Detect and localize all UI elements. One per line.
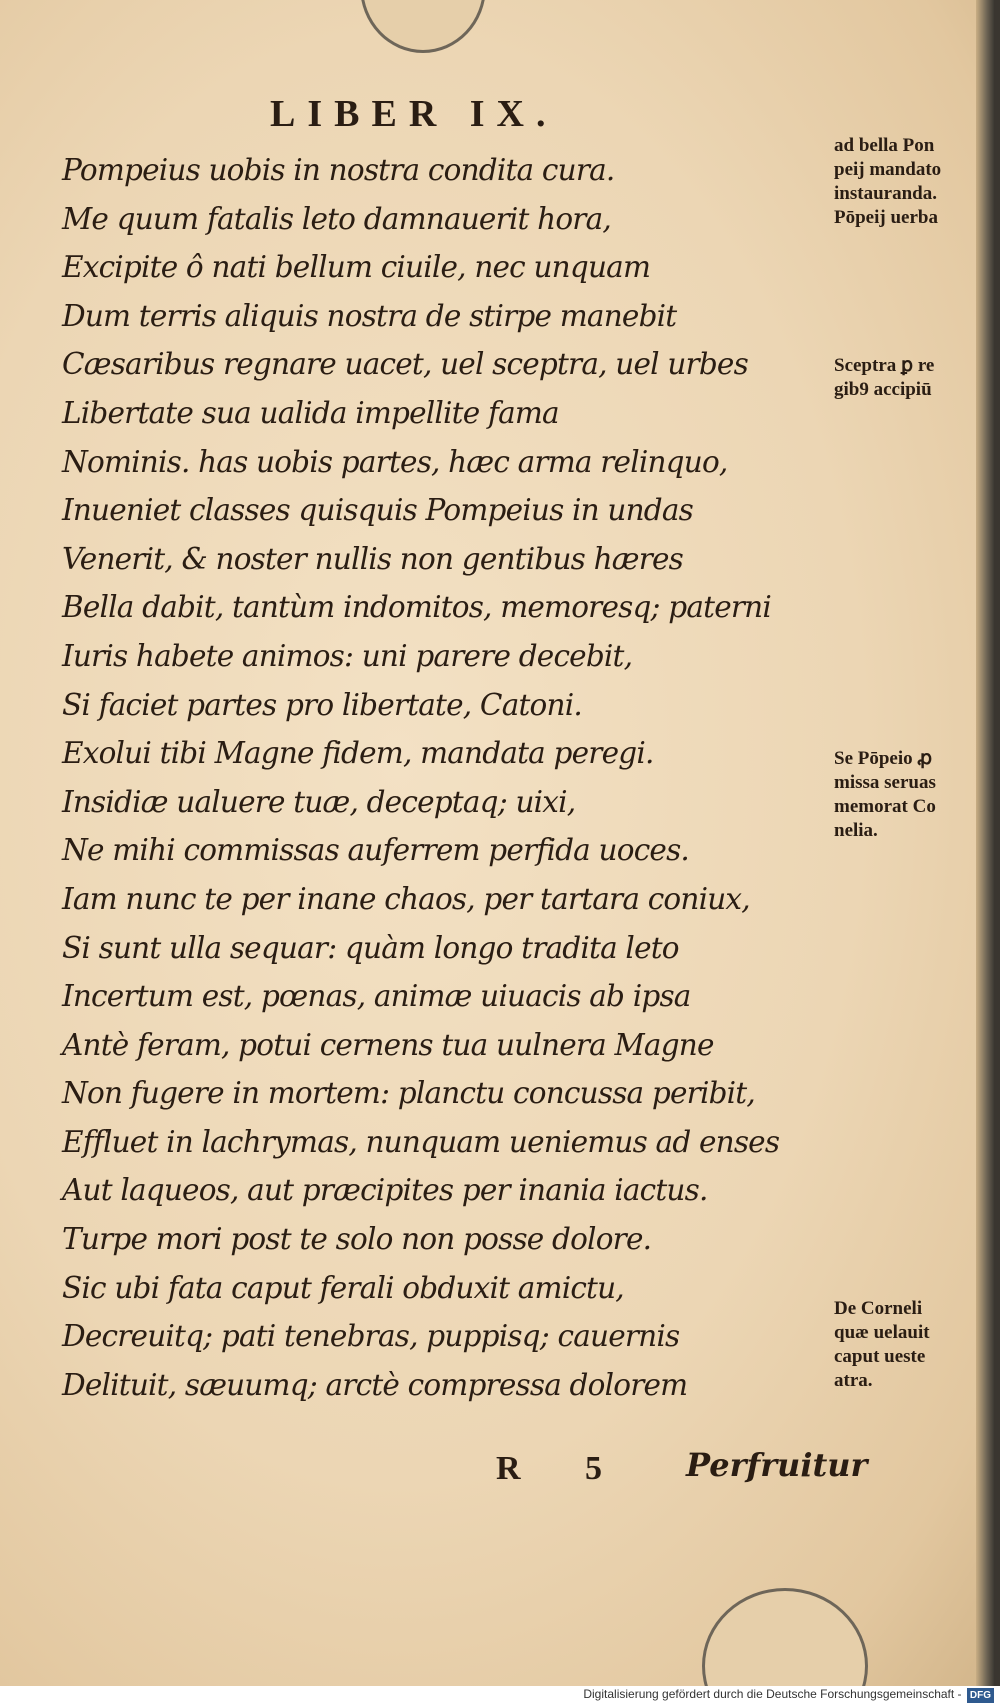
verse-line: Non fugere in mortem: planctu concussa peribit, [62, 1076, 755, 1111]
verse-line: Inueniet classes quisquis Pompeius in undas [62, 493, 694, 528]
verse-line: Sic ubi fata caput ferali obduxit amictu, [62, 1270, 624, 1305]
verse-line: Decreuitq; pati tenebras, puppisq; cauernis [62, 1319, 680, 1354]
verse-line: Delituit, sæuumq; arctè compressa dolorem [62, 1367, 688, 1402]
verse-line: Dum terris aliquis nostra de stirpe manebit [62, 298, 677, 333]
verse-line: Cæsaribus regnare uacet, uel sceptra, uel urbes [62, 347, 748, 382]
bottom-page-clip [702, 1588, 868, 1686]
margin-note: ad bella Pon peij mandato instauranda. Pōpeij uerba [834, 135, 942, 228]
verse-line: Nominis. has uobis partes, hæc arma relinquo, [62, 444, 728, 479]
verse-line: Pompeius uobis in nostra condita cura. [62, 153, 615, 187]
footer-credit [583, 1687, 994, 1703]
top-page-clip [360, 0, 486, 53]
margin-note: De Corneli quæ uelauit caput ueste atra. [834, 1298, 930, 1391]
verse-line: Aut laqueos, aut præcipites per inania iactus. [62, 1173, 708, 1208]
signature-mark: R 5 [496, 1450, 631, 1487]
verse-line: Me quum fatalis leto damnauerit hora, [62, 201, 611, 236]
verse-line: Incertum est, pœnas, animæ uiuacis ab ipsa [62, 979, 691, 1014]
verse-line: Effluet in lachrymas, nunquam ueniemus ad enses [62, 1124, 780, 1159]
digitization-footer [0, 1686, 1000, 1703]
verse-line: Turpe mori post te solo non posse dolore. [62, 1222, 652, 1257]
verse-line: Ne mihi commissas auferrem perfida uoces. [62, 833, 689, 868]
page-edge-shadow [976, 0, 994, 1686]
verse-line: Exolui tibi Magne fidem, mandata peregi. [62, 736, 654, 771]
verse-line: Antè feram, potui cernens tua uulnera Magne [62, 1027, 714, 1062]
running-title: LIBER IX. [270, 93, 558, 135]
verse-line: Iam nunc te per inane chaos, per tartara coniux, [62, 881, 750, 916]
verse-line: Insidiæ ualuere tuæ, deceptaq; uixi, [62, 784, 576, 819]
verse-list [62, 146, 782, 1409]
margin-note: Sceptra ꝑ re gib9 accipiū [834, 355, 935, 400]
verse-line: Libertate sua ualida impellite fama [62, 395, 559, 430]
catchword: Perfruitur [686, 1446, 868, 1484]
verse-line: Iuris habete animos: uni parere decebit, [62, 638, 633, 673]
footer-credit-text: Digitalisierung gefördert durch die Deutsche Forschungsgemeinschaft - [583, 1687, 962, 1701]
verse-line: Venerit, & noster nullis non gentibus hæres [62, 541, 683, 576]
verse-line: Bella dabit, tantùm indomitos, memoresq; paterni [62, 590, 771, 625]
verse-line: Excipite ô nati bellum ciuile, nec unquam [62, 250, 651, 285]
verse-line: Si sunt ulla sequar: quàm longo tradita leto [62, 930, 679, 965]
margin-note: Se Pōpeio ꝓ missa seruas memorat Co nelia. [834, 748, 936, 841]
verse-line: Si faciet partes pro libertate, Catoni. [62, 687, 582, 722]
dfg-logo: DFG [967, 1688, 994, 1703]
